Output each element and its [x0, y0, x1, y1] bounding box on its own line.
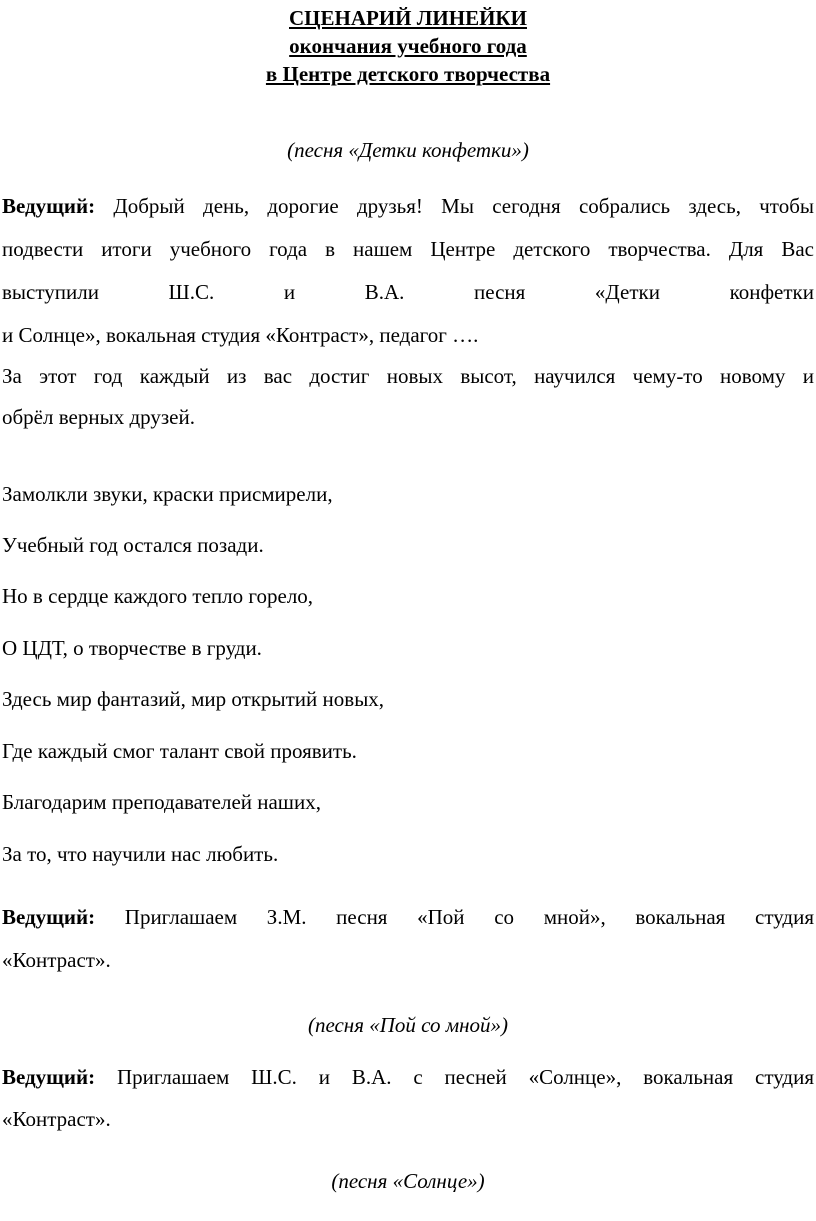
para2-line1: За этот год каждый из вас достиг новых высот, научился чему-то новому и [2, 364, 814, 388]
title-line-1: СЦЕНАРИЙ ЛИНЕЙКИ [289, 6, 527, 30]
para1-line3: выступили Ш.С. и В.А. песня «Детки конфетки [2, 280, 814, 304]
poem-line-6: Где каждый смог талант свой проявить. [2, 739, 357, 763]
para1-line1-text: Добрый день, дорогие друзья! Мы сегодня собрались здесь, чтобы [95, 194, 814, 218]
speaker-label: Ведущий: [2, 1065, 96, 1089]
title-line-2: окончания учебного года [289, 34, 527, 58]
poem-line-4: О ЦДТ, о творчестве в груди. [2, 636, 262, 660]
song-note-2: (песня «Пой со мной») [307, 1013, 509, 1037]
poem-line-2: Учебный год остался позади. [2, 533, 264, 557]
poem-line-7: Благодарим преподавателей наших, [2, 790, 321, 814]
para4-line1 [0, 1064, 814, 1090]
speaker-label: Ведущий: [2, 905, 96, 929]
para4-line1-text: Приглашаем Ш.С. и В.А. с песней «Солнце», вокальная студия [95, 1065, 814, 1089]
poem-line-3: Но в сердце каждого тепло горело, [2, 584, 314, 608]
song-note-1: (песня «Детки конфетки») [287, 138, 529, 162]
title-line-3: в Центре детского творчества [265, 62, 551, 86]
poem-line-5: Здесь мир фантазий, мир открытий новых, [2, 687, 385, 711]
para3-line1 [0, 904, 814, 930]
para3-line1-text: Приглашаем З.М. песня «Пой со мной», вокальная студия [95, 905, 814, 929]
para1-line1 [0, 193, 814, 219]
para1-line2: подвести итоги учебного года в нашем Центре детского творчества. Для Вас [2, 237, 814, 261]
para4-line2: «Контраст». [2, 1107, 111, 1131]
song-note-3: (песня «Солнце») [331, 1169, 485, 1193]
para2-line2: обрёл верных друзей. [2, 405, 195, 429]
poem-line-8: За то, что научили нас любить. [2, 842, 279, 866]
poem-line-1: Замолкли звуки, краски присмирели, [2, 482, 333, 506]
para1-line4: и Солнце», вокальная студия «Контраст», педагог …. [2, 323, 479, 347]
para3-line2: «Контраст». [2, 948, 111, 972]
speaker-label: Ведущий: [2, 194, 96, 218]
